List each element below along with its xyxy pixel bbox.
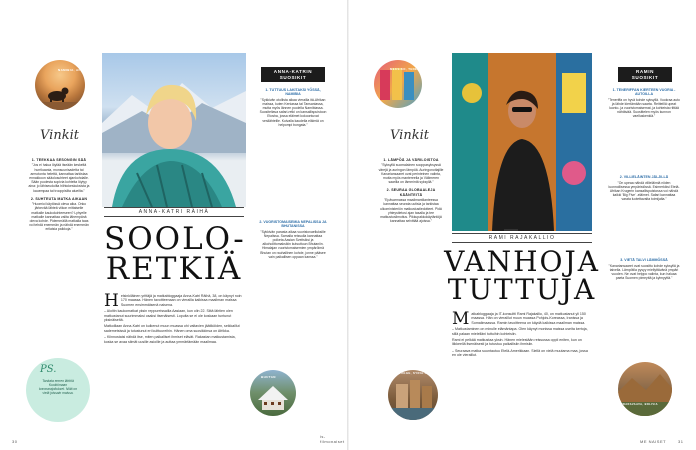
tip2-title: 2. SUHTEUTA MATKA AIKAAN	[30, 196, 88, 201]
body-3: Matkoillaan Anna-Katri on kulkenut muun muassa ohi valtavien jäätiköiden, seikkaillut sademetsissä ja tutustunut eri kulttuureihin. Hänen oma suosikkinsa on Afrikka.	[104, 324, 240, 333]
tip1-title: 1. TEEKKAA SESONGIN SÄÄ	[31, 158, 87, 162]
anna-katri-portrait	[102, 53, 246, 207]
folio-right: 31	[678, 439, 684, 444]
brugge-photo	[388, 370, 438, 420]
tip2-title-right: 2. SEURAA GLOBAALEJA KÄÄNTEITÄ	[386, 188, 436, 197]
name-bar-rami: RAMI RAJAKALLIO	[452, 233, 592, 243]
tip1-body-right: "Syksyllä suomalainen sooppasyksyssä värejä ja auringon lämpöä. Auringonottajille Kanariansaaret ovat perinteinen valinta, mutta myös mantereella ja Välimeren saarilla on lämmintä syksyllä."	[378, 163, 444, 185]
left-tips-column	[28, 158, 90, 234]
headline-right-1: VANHOJA	[444, 245, 600, 278]
body-4-right: – Seuraava matka suuntautuu Etelä-Amerikkaan. Siellä on vielä muutama maa, jossa en ole vieraillut.	[452, 348, 588, 358]
body-1: elsinkiläinen yrittäjä ja matkabloggaaja Anna-Katri Räihä, 38, on käynyt noin 170 maassa. Hänen tavoitteenaan on vierailla kaikissa maailman maissa Suomen ensimmäisenä naisena.	[120, 294, 242, 307]
tip1-body: "Jos ei halua löytää itseään keskeltä hurrikaania, monsuunisadetta tai armotonta helettä, kannattaa tarkistaa ennakkoon sääolosuhteet ajankohdalle. Sään puolesta sopivia kohteita löytyy aina: jo lähiseuduilta hiihtokeskuksista ja kauempaa tai trooppisilta alueilta."	[28, 163, 90, 193]
tag-bolivia: GUNDARAVAAVA, BOLIVIA	[616, 402, 658, 406]
name-bar-anna-katri: ANNA-KATRI RÄIHÄ	[104, 207, 244, 217]
tag-brugge: BRUGGE, SYRIA-AFRIKKA	[396, 370, 441, 375]
tip2-body-right: "Epävarmassa maailmantilanteessa kannattaa seurata uutisia ja tarkistaa ulkoministeriön matkustustiedotteet. Pidä yhteystietosi ajan tasalla ja tee matkustusilmoitus. Pikkupakkokäytäntöjä kannattaa selvittää ajoissa."	[380, 198, 442, 224]
ramin-fav-3: 3. VIETÄ TALVI LÄMMÖSSÄ "Kanariansaaret ovat suosittu kohde syksyllä ja talvella. Lämpötila pysyy miellyttävänä ympäri vuoden. Ne ovat helppo valinta, kun haluaa paeta Suomen pimeyttä ja kylmyyttä."	[608, 258, 680, 281]
body-1-right: atkabloggaaja ja IT-konsultti Rami Rajakallio, 40, on matkustanut yli 150 maassa. Hän on vieraillut muun muassa Pohjois-Koreassa, Iranissa ja Somalimaassa. Ramin tavoitteena on käydä kaikissa maailman maissa.	[471, 312, 586, 325]
headline-left-2: RETKIÄ	[105, 251, 243, 287]
ramin-fav-1: 1. TENERIFFAN KIERTEEN VUORIA - AUTOILLA "Teneriffa on hyvä kohde syksyllä. Vuokraa auto ja lähde kiertämään saarta. Reitteillä upeat luonto- ja vuoristomaisemat, ja kohteista riittää nähtävää. Suosittelen myös kunnon vaelluskenkiä."	[608, 88, 680, 119]
box-head-ramin: RAMIN SUOSIKIT	[618, 67, 672, 82]
rami-portrait	[452, 53, 592, 231]
body-3-right: Rami ei pelkää matkustaa yksin. Hänen mielestään reissussa oppii eniten, kun on liikkeellä itsenäisesti ja tutustuu paikallisiin ihmisiin.	[452, 338, 582, 347]
headline-left-1: SOOLO-	[104, 221, 246, 257]
body-2-right: – Matkustaminen on minulle elämäntapa. Olen käynyt monissa maissa useita kertoja, sillä palaan mielelläni tuttuihin kohteisiin.	[452, 327, 588, 336]
vinkit-heading-left: Vinkit	[40, 128, 79, 143]
ps-label: PS.	[40, 364, 57, 375]
ps-badge	[26, 358, 90, 422]
body-2: – Aloitin kaukomatkat yksin reppureissailla Aasiaan, kun olin 22. Siitä lähtien olen matkustanut suurimmaksi osaksi itsenäisesti. Lopulta se ei ole koskaan tuntunut yksinäiseltä.	[104, 309, 233, 323]
folio-left: 30	[12, 439, 18, 444]
headline-right-2: TUTTUJA	[447, 273, 597, 306]
bolivia-photo	[618, 362, 672, 416]
right-page	[348, 0, 696, 450]
tag-namibia: NAMIBIA, AFRIKKA	[58, 67, 93, 72]
right-body: Matkabloggaaja ja IT-konsultti Rami Rajakallio, 40, on matkustanut yli 150 maassa. Hän on vieraillut muun muassa Pohjois-Koreassa, Iranissa ja Somalimaassa. Ramin tavoitteena on käydä kaikissa maailman maissa. – Matkustaminen on minulle elämäntapa. Olen käynyt monissa maissa useita kertoja, sillä palaan mielelläni tuttuihin kohteisiin. Rami ei pelkää matkustaa yksin. Hänen mielestään reissussa oppii eniten, kun on liikkeellä itsenäisesti ja tutustuu paikallisiin ihmisiin. – Seuraava matka suuntautuu Etelä-Amerikkaan. Siellä on vielä muutama maa, jossa en ole vieraillut.	[452, 312, 592, 360]
left-body: Helsinkiläinen yrittäjä ja matkabloggaaja Anna-Katri Räihä, 38, on käynyt noin 170 maassa. Hänen tavoitteenaan on vierailla kaikissa maailman maissa Suomen ensimmäisenä naisena. – Aloitin kaukomatkat yksin reppureissailla Aasiaan, kun olin 22. Siitä lähtien olen matkustanut suurimmaksi osaksi itsenäisesti. Lopulta se ei ole koskaan tuntunut yksinäiseltä. Matkoillaan Anna-Katri on kulkenut muun muassa ohi valtavien jäätiköiden, seikkaillut sademetsissä ja tutustunut eri kulttuureihin. Hänen oma suosikkinsa on Afrikka. – Kiinnostaisi nähdä itse, miten paikalliset ihmiset elävät. Rakastan matkustamista, koska se avaa silmät uusille asioille ja auttaa ymmärtämään maailmaa.	[104, 294, 244, 346]
ramin-fav-2: 2. VILLIELÄINTEN JÄLJILLÄ "On upeaa nähdä villieläimiä niiden luonnollisessa ympäristössä. Esimerkiksi Etelä-Afrikan Krugerin kansallispuistossa voi nähdä kaikki 'Big Five' -eläimet. Safari kannattaa varata luotettavalta toimijalta."	[608, 175, 680, 202]
tip2-body: "Huomioi käytössä oleva aika. Onko järkevää lähteä viikon mittaiselle matkalle kaukokohteeseen? Lyhyelle matkalle kannattaa valita lähempänä oleva kohde. Pidemmällä matkalla taas voi tehdä enemmän ja nähdä enemmän erilaisia paikkoja."	[29, 202, 89, 232]
box-head-anna-katrin: ANNA-KATRIN SUOSIKIT	[261, 67, 325, 82]
folio-mag-right: ME NAISET	[640, 439, 667, 444]
body-4: – Kiinnostaisi nähdä itse, miten paikalliset ihmiset elävät. Rakastan matkustamista, koska se avaa silmät uusille asioille ja auttaa ymmärtämään maailmaa.	[104, 335, 236, 344]
vinkit-heading-right: Vinkit	[390, 128, 429, 143]
ps-text: Tankata ennen lähtöä Kuokkimaan koronarajoitukset. Niitä on vielä joissain maissa.	[38, 379, 78, 396]
tip1-title-right: 1. LÄMPÖÄ JA VÄRILOISTOA	[383, 158, 439, 162]
right-tips-column	[378, 158, 444, 225]
anna-katrin-fav-1: 1. TUTTUUS LAKITAKSI YÖSSÄ, NAMIBIA "Sykkivän otollista aikaa vierailla itä-Afrikan maissa, kuten Keniassa tai Tansaniassa, mutta myös lännen puolella Namibiassa. Suositeltava safari-retki on kansallispuistoon Etosha, jossa eläimet kokoontuvat vesilähteille. Kuivalla kaudella eläimiä on helpompi bongata."	[259, 88, 327, 127]
tag-bhutan: BHUTAN	[261, 374, 276, 379]
anna-katrin-fav-2: 2. VUORISTOMAISEMIA NEPALISSA JA BHUTANISSA "Sykkivän parasta aikaa vuoristovaelluksille Nepalissa. Samalla reissulla kannattaa poiketa Aasian Sveitsiksi ja alkoholittomaksikin kutsuttuun Bhutaniin. Himalajan vuoristomaisemien ympäröimä Bhutan on rauhallinen kohde, jonne pääsee vain paikallisen oppaan kanssa."	[259, 220, 327, 259]
tag-mexico: MEKSIKO, TENERIFFA	[390, 66, 428, 71]
folio-mag-left: is-filmonaiset	[320, 434, 345, 444]
